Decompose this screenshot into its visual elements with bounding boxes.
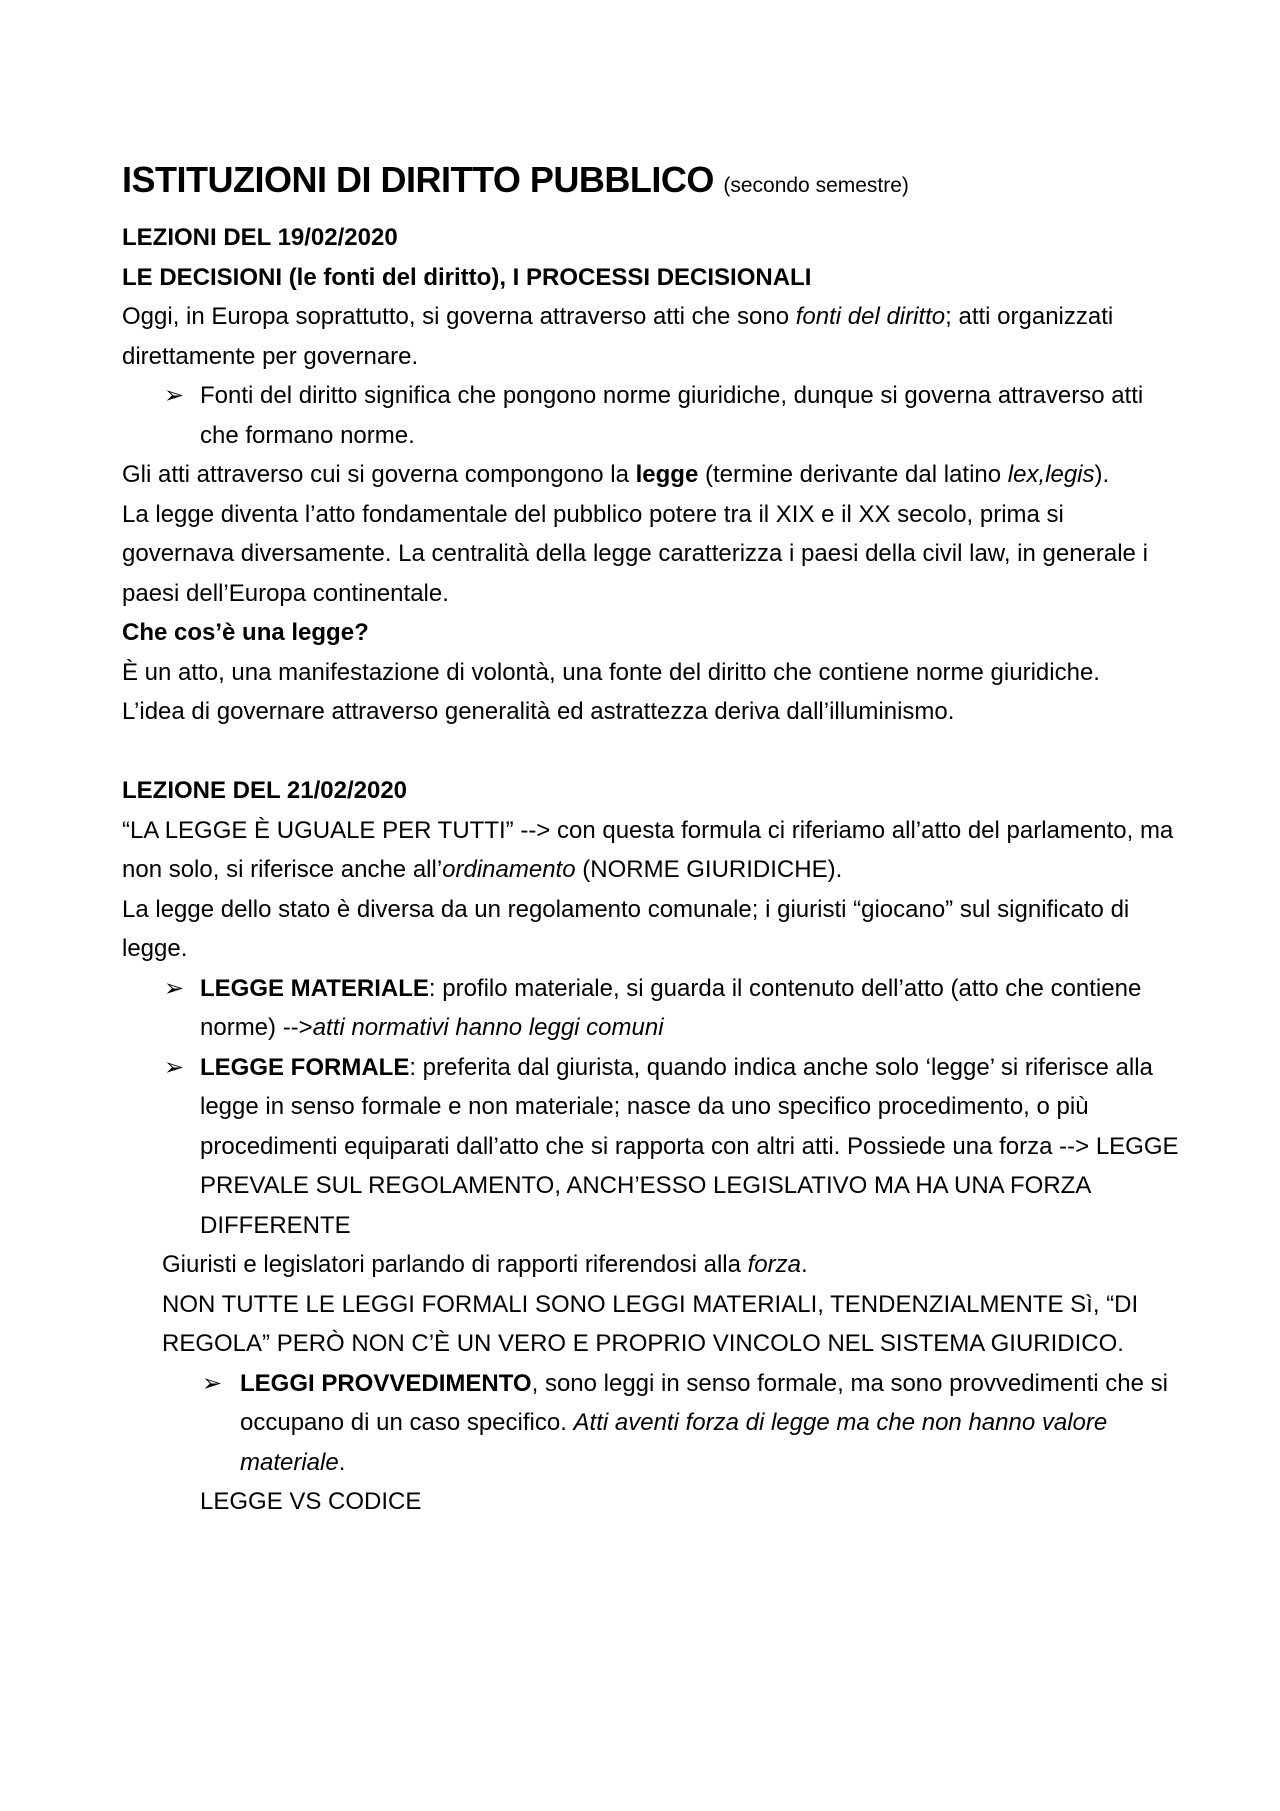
section2-paragraph-5: LEGGE VS CODICE — [200, 1488, 422, 1515]
section1-paragraph-3: La legge diventa l’atto fondamentale del pubblico potere tra il XIX e il XX secolo, prima si governava diversamente. La centralità della legge caratterizza i paesi della civil law, in generale i paesi dell’Europa continentale. — [122, 500, 1148, 607]
spacer — [122, 732, 1182, 772]
list-item: ➢ LEGGI PROVVEDIMENTO, sono leggi in senso formale, ma sono provvedimenti che si occupano di un caso specifico. Atti aventi forza di legge ma che non hanno valore materiale. — [122, 1364, 1182, 1483]
section2-paragraph-3: Giuristi e legislatori parlando di rapporti riferendosi alla forza. — [162, 1251, 808, 1278]
list-item: ➢ LEGGE FORMALE: preferita dal giurista, quando indica anche solo ‘legge’ si riferisce alla legge in senso formale e non materiale; nasce da uno specifico procedimento, o più procedimenti equiparati dall’atto che si rapporta con altri atti. Possiede una forza --> LEGGE PREVALE SUL REGOLAMENTO, ANCH’ESSO LEGISLATIVO MA HA UNA FORZA DIFFERENTE — [122, 1048, 1182, 1246]
arrow-bullet-icon: ➢ — [164, 382, 185, 409]
section1-paragraph-4: È un atto, una manifestazione di volontà, una fonte del diritto che contiene norme giuridiche. — [122, 658, 1100, 686]
document-page — [122, 158, 1182, 1522]
section2-paragraph-4: NON TUTTE LE LEGGI FORMALI SONO LEGGI MATERIALI, TENDENZIALMENTE Sì, “DI REGOLA” PERÒ NON C’È UN VERO E PROPRIO VINCOLO NEL SISTEMA GIURIDICO. — [162, 1290, 1139, 1357]
section1-heading: LEZIONI DEL 19/02/2020 — [122, 224, 398, 251]
section1-paragraph-2: Gli atti attraverso cui si governa compongono la legge (termine derivante dal latino lex,legis). — [122, 461, 1110, 488]
arrow-bullet-icon: ➢ — [164, 1053, 185, 1081]
title-text: ISTITUZIONI DI DIRITTO PUBBLICO — [122, 159, 714, 200]
list-item: ➢ Fonti del diritto significa che pongono norme giuridiche, dunque si governa attraverso atti che formano norme. — [122, 376, 1182, 455]
arrow-bullet-icon: ➢ — [164, 974, 185, 1002]
arrow-bullet-icon: ➢ — [202, 1369, 223, 1397]
list-item: ➢ LEGGE MATERIALE: profilo materiale, si guarda il contenuto dell’atto (atto che contiene norme) -->atti normativi hanno leggi comuni — [122, 969, 1182, 1048]
section1-paragraph-1: Oggi, in Europa soprattutto, si governa attraverso atti che sono fonti del diritto; atti organizzati direttamente per governare. — [122, 303, 1114, 370]
document-title — [122, 158, 1182, 208]
section1-subheading: LE DECISIONI (le fonti del diritto), I PROCESSI DECISIONALI — [122, 263, 812, 291]
section2-paragraph-2: La legge dello stato è diversa da un regolamento comunale; i giuristi “giocano” sul significato di legge. — [122, 895, 1130, 962]
section2-heading: LEZIONE DEL 21/02/2020 — [122, 777, 408, 804]
section1-question: Che cos’è una legge? — [122, 619, 369, 646]
section2-paragraph-1: “LA LEGGE È UGUALE PER TUTTI” --> con questa formula ci riferiamo all’atto del parlamento, ma non solo, si riferisce anche all’ordinamento (NORME GIURIDICHE). — [122, 816, 1174, 883]
section1-paragraph-5: L’idea di governare attraverso generalità ed astrattezza deriva dall’illuminismo. — [122, 698, 955, 725]
title-subtitle: (secondo semestre) — [723, 174, 909, 197]
